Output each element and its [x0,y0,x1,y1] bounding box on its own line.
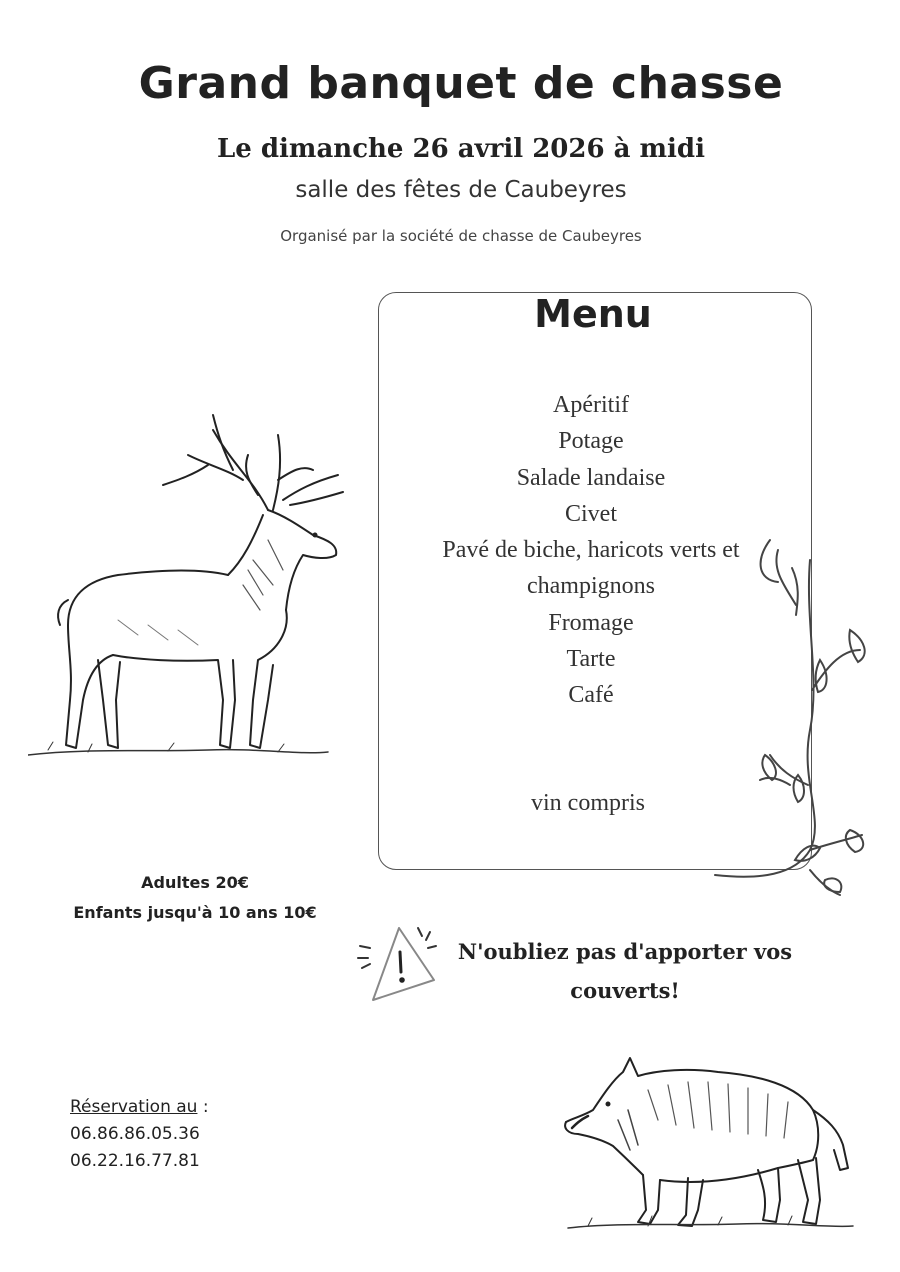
price-adults: Adultes 20€ [141,873,249,892]
menu-item: champignons [527,573,655,600]
reservation-block [70,1094,209,1175]
price-children: Enfants jusqu'à 10 ans 10€ [73,903,317,922]
prices-block [60,868,330,928]
menu-item: Apéritif [553,392,629,418]
stag-illustration [28,410,348,770]
menu-title: Menu [534,292,652,336]
warning-icon [356,922,446,1008]
event-title: Grand banquet de chasse [138,58,784,109]
menu-item: Café [568,682,614,709]
event-organizer: Organisé par la société de chasse de Caubeyres [280,227,642,245]
wine-included: vin compris [531,790,645,816]
menu-item: Potage [558,428,624,455]
reminder-line-1: N'oubliez pas d'apporter vos [457,939,793,964]
reminder-line-2: couverts! [570,978,680,1003]
menu-item: Fromage [548,609,634,636]
event-date: Le dimanche 26 avril 2026 à midi [217,134,705,164]
boar-illustration [558,1050,858,1240]
cutlery-reminder [450,932,800,1010]
menu-item: Tarte [566,646,616,673]
menu-item: Salade landaise [516,464,666,491]
menu-item: Pavé de biche, haricots verts et [442,537,740,564]
leafy-branch-decoration [700,530,880,910]
reservation-phone-2: 06.22.16.77.81 [70,1151,200,1171]
reservation-phone-1: 06.86.86.05.36 [70,1124,200,1144]
menu-item: Civet [565,500,617,527]
event-venue: salle des fêtes de Caubeyres [295,177,627,203]
reservation-label: Réservation au : [70,1097,209,1117]
